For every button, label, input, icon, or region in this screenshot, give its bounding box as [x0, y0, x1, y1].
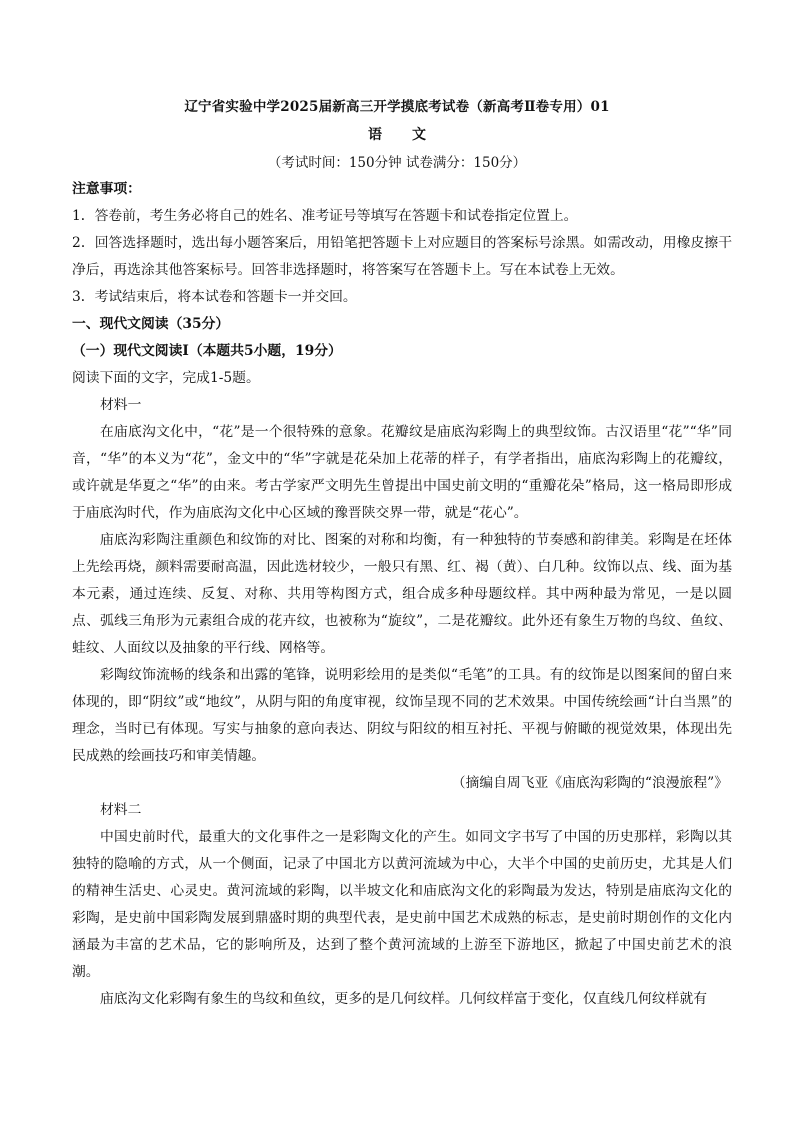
note-item-2: 2．回答选择题时，选出每小题答案后，用铅笔把答题卡上对应题目的答案标号涂黑。如需改动，用橡皮擦干净后，再选涂其他答案标号。回答非选择题时，将答案写在答题卡上。写在本试卷上无效。	[72, 235, 732, 278]
subject-heading: 语文	[368, 127, 456, 143]
section-subheading: （一）现代文阅读Ⅰ（本题共5小题，19分）	[72, 343, 342, 359]
material-2-paragraph: 庙底沟文化彩陶有象生的鸟纹和鱼纹，更多的是几何纹样。几何纹样富于变化，仅直线几何纹样就有	[100, 991, 708, 1007]
material-1-label: 材料一	[100, 397, 142, 413]
note-item-1: 1．答卷前，考生务必将自己的姓名、准考证号等填写在答题卡和试卷指定位置上。	[72, 208, 578, 224]
material-1-paragraph: 庙底沟彩陶注重颜色和纹饰的对比、图案的对称和均衡，有一种独特的节奏感和韵律美。彩陶是在坯体上先绘再烧，颜料需要耐高温，因此选材较少，一般只有黑、红、褐（黄）、白几种。纹饰以点、线、面为基本元素，通过连续、反复、对称、共用等构图方式，组合成多种母题纹样。其中两种最为常见，一是以圆点、弧线三角形为元素组合成的花卉纹，也被称为“旋纹”，二是花瓣纹。此外还有象生万物的鸟纹、鱼纹、蛙纹、人面纹以及抽象的平行线、网格等。	[72, 532, 732, 656]
section-heading: 一、现代文阅读（35分）	[72, 316, 230, 332]
reading-instruction: 阅读下面的文字，完成1-5题。	[72, 370, 260, 386]
document-body	[72, 176, 732, 1013]
material-1-source: （摘编自周飞亚《庙底沟彩陶的“浪漫旅程”》	[451, 775, 728, 791]
exam-title: 辽宁省实验中学2025届新高三开学摸底考试卷（新高考Ⅱ卷专用）01	[184, 99, 610, 115]
material-2-label: 材料二	[100, 802, 142, 818]
note-item-3: 3．考试结束后，将本试卷和答题卡一并交回。	[72, 289, 357, 305]
exam-time-info: （考试时间：150分钟 试卷满分：150分）	[267, 155, 527, 171]
material-1-paragraph: 彩陶纹饰流畅的线条和出露的笔锋，说明彩绘用的是类似“毛笔”的工具。有的纹饰是以图案间的留白来体现的，即“阴纹”或“地纹”，从阴与阳的角度审视，纹饰呈现不同的艺术效果。中国传统绘画“计白当黑”的理念，当时已有体现。写实与抽象的意向表达、阴纹与阳纹的相互衬托、平视与俯瞰的视觉效果，体现出先民成熟的绘画技巧和审美情趣。	[72, 667, 732, 764]
material-1-paragraph: 在庙底沟文化中，“花”是一个很特殊的意象。花瓣纹是庙底沟彩陶上的典型纹饰。古汉语里“花”“华”同音，“华”的本义为“花”，金文中的“华”字就是花朵加上花蒂的样子，有学者指出，庙底沟彩陶上的花瓣纹，或许就是华夏之“华”的由来。考古学家严文明先生曾提出中国史前文明的“重瓣花朵”格局，这一格局即形成于庙底沟时代，作为庙底沟文化中心区域的豫晋陕交界一带，就是“花心”。	[72, 424, 732, 521]
notes-heading: 注意事项：	[72, 181, 141, 197]
material-2-paragraph: 中国史前时代，最重大的文化事件之一是彩陶文化的产生。如同文字书写了中国的历史那样，彩陶以其独特的隐喻的方式，从一个侧面，记录了中国北方以黄河流域为中心，大半个中国的史前历史，尤其是人们的精神生活史、心灵史。黄河流域的彩陶，以半坡文化和庙底沟文化的彩陶最为发达，特别是庙底沟文化的彩陶，是史前中国彩陶发展到鼎盛时期的典型代表，是史前中国艺术成熟的标志，是史前时期创作的文化内涵最为丰富的艺术品，它的影响所及，达到了整个黄河流域的上游至下游地区，掀起了中国史前艺术的浪潮。	[72, 829, 732, 980]
